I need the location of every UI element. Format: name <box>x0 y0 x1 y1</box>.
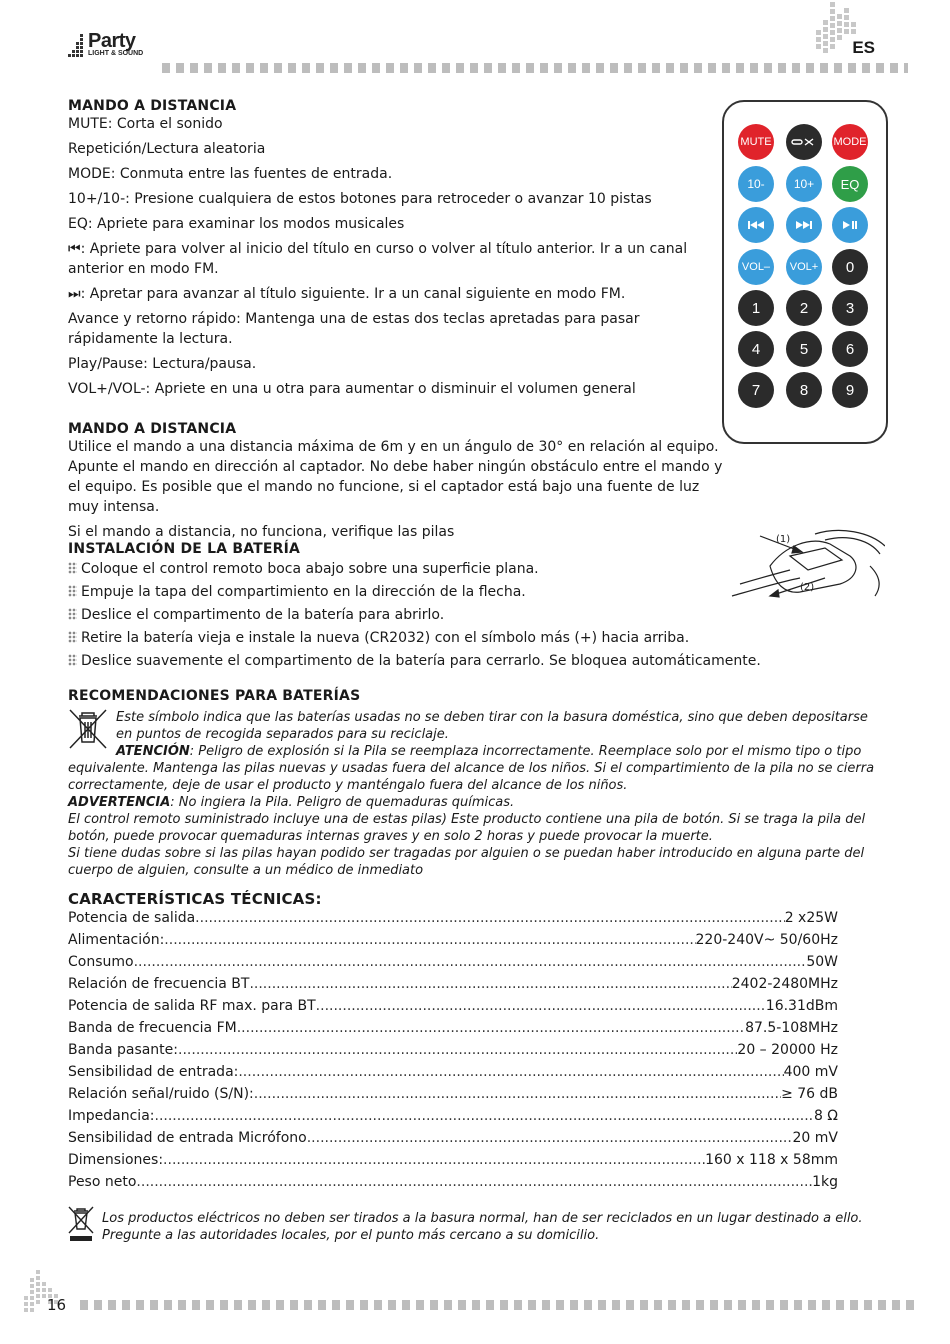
text-line: 10+/10-: Presione cualquiera de estos botones para retroceder o avanzar 10 pistas <box>68 191 652 207</box>
list-item-text: Coloque el control remoto boca abajo sobre una superficie plana. <box>81 561 539 577</box>
dot-leader <box>249 973 731 995</box>
figure-label-2: (2) <box>800 582 815 593</box>
spec-label: Peso neto <box>68 1174 137 1190</box>
spec-value: 400 mV <box>783 1064 838 1080</box>
digit-8-button: 8 <box>786 372 822 408</box>
text-line: MODE: Conmuta entre las fuentes de entrada. <box>68 166 393 182</box>
paragraph: Si el mando a distancia, no funciona, verifique las pilas <box>68 524 455 540</box>
spec-row <box>68 973 838 995</box>
spec-label: Banda pasante: <box>68 1042 179 1058</box>
warning-paragraph <box>68 743 888 794</box>
digit-5-button: 5 <box>786 331 822 367</box>
list-item <box>68 651 848 671</box>
spec-value: 2402-2480MHz <box>731 976 838 992</box>
text-line: MUTE: Corta el sonido <box>68 116 223 132</box>
next-icon <box>786 207 822 243</box>
text-line: ⏮: Apriete para volver al inicio del título en curso o volver al título anterior. Ir a un canal anterior en modo FM. <box>68 241 688 277</box>
spec-label: Impedancia: <box>68 1108 155 1124</box>
spec-row <box>68 951 838 973</box>
list-item <box>68 628 848 648</box>
spec-value: 50W <box>806 954 838 970</box>
text-line: Avance y retorno rápido: Mantenga una de estas dos teclas apretadas para pasar rápidamente la lectura. <box>68 311 640 347</box>
advertencia-paragraph <box>68 794 888 811</box>
dot-leader <box>163 1149 705 1171</box>
list-item-text: Deslice el compartimento de la batería para abrirlo. <box>81 607 445 623</box>
brand-logo <box>68 26 168 62</box>
list-item-text: Deslice suavemente el compartimento de la batería para cerrarlo. Se bloquea automáticamente. <box>81 653 761 669</box>
paragraph: Utilice el mando a una distancia máxima de 6m y en un ángulo de 30° en relación al equipo. Apunte el mando en dirección al captador. No debe haber ningún obstáculo entre el mando y el equipo. Es posible que el mando no funcione, si el captador está bajo una fuente de luz muy intensa. <box>68 439 723 515</box>
brand-name: Party <box>88 30 136 52</box>
dot-leader <box>254 1083 781 1105</box>
eq-button: EQ <box>832 166 868 202</box>
bullet-icon <box>68 631 77 643</box>
section-title: MANDO A DISTANCIA <box>68 98 237 114</box>
spec-label: Sensibilidad de entrada Micrófono <box>68 1130 307 1146</box>
spec-value: 20 – 20000 Hz <box>737 1042 838 1058</box>
spec-label: Potencia de salida <box>68 910 196 926</box>
spec-value: 20 mV <box>792 1130 838 1146</box>
section-recomendaciones <box>68 688 888 704</box>
repeat-shuffle-icon <box>786 124 822 160</box>
bullet-icon <box>68 562 77 574</box>
vol-plus-button: VOL+ <box>786 249 822 285</box>
vol-minus-button: VOL– <box>738 249 774 285</box>
text-line: EQ: Apriete para examinar los modos musicales <box>68 216 405 232</box>
ten-minus-button: 10- <box>738 166 774 202</box>
list-item-text: Retire la batería vieja e instale la nueva (CR2032) con el símbolo más (+) hacia arriba. <box>81 630 690 646</box>
spec-label: Banda de frecuencia FM <box>68 1020 237 1036</box>
spec-row <box>68 1061 838 1083</box>
equalizer-logo-icon <box>68 26 86 60</box>
dot-leader <box>238 1061 783 1083</box>
spec-label: Alimentación: <box>68 932 165 948</box>
dot-leader <box>134 951 807 973</box>
section-mando1 <box>68 98 718 399</box>
dot-leader <box>237 1017 745 1039</box>
language-tag: ES <box>852 38 875 57</box>
text-line: Repetición/Lectura aleatoria <box>68 141 266 157</box>
digit-1-button: 1 <box>738 290 774 326</box>
dot-leader <box>195 907 785 929</box>
bullet-icon <box>68 585 77 597</box>
dot-leader <box>307 1127 793 1149</box>
ten-plus-button: 10+ <box>786 166 822 202</box>
spec-label: Potencia de salida RF max. para BT <box>68 998 316 1014</box>
header-divider <box>162 63 908 73</box>
dot-leader <box>155 1105 814 1127</box>
section-title: MANDO A DISTANCIA <box>68 421 237 437</box>
spec-label: Dimensiones: <box>68 1152 164 1168</box>
text-line: ⏭: Apretar para avanzar al título siguiente. Ir a un canal siguiente en modo FM. <box>68 286 626 302</box>
text-line: Play/Pause: Lectura/pausa. <box>68 356 257 372</box>
previous-icon <box>738 207 774 243</box>
advertencia-label: ADVERTENCIA <box>68 795 171 810</box>
dot-leader <box>178 1039 737 1061</box>
spec-row <box>68 907 838 929</box>
spec-row <box>68 1039 838 1061</box>
spec-value: 87.5-108MHz <box>745 1020 838 1036</box>
spec-row <box>68 1017 838 1039</box>
mute-button: MUTE <box>738 124 774 160</box>
digit-2-button: 2 <box>786 290 822 326</box>
dot-leader <box>316 995 766 1017</box>
mode-button: MODE <box>832 124 868 160</box>
spec-label: Relación de frecuencia BT <box>68 976 250 992</box>
spec-value: 160 x 118 x 58mm <box>705 1152 838 1168</box>
list-item <box>68 605 848 625</box>
spec-row <box>68 929 838 951</box>
weee-note: Los productos eléctricos no deben ser tirados a la basura normal, han de ser reciclados en un lugar destinado a ello. Pregunte a las autoridades locales, por el punto más cercano a su domicilio. <box>102 1211 863 1243</box>
weee-bin-icon <box>66 1205 96 1243</box>
digit-3-button: 3 <box>832 290 868 326</box>
spec-value: 1kg <box>812 1174 838 1190</box>
spec-label: Relación señal/ruido (S/N): <box>68 1086 254 1102</box>
advertencia-text: : No ingiera la Pila. Peligro de quemaduras químicas. <box>170 795 515 810</box>
bullet-icon <box>68 608 77 620</box>
digit-7-button: 7 <box>738 372 774 408</box>
recycling-note: Este símbolo indica que las baterías usadas no se deben tirar con la basura doméstica, sino que deben depositarse en puntos de recogida separados para su reciclaje. <box>116 710 868 742</box>
spec-row <box>68 995 838 1017</box>
spec-value: 8 Ω <box>813 1108 838 1124</box>
ingestion-paragraph: Si tiene dudas sobre si las pilas hayan podido ser tragadas por alguien o se puedan haber introducido en alguna parte del cuerpo de alguien, consulte a un médico de inmediato <box>68 846 865 878</box>
remote-control-illustration <box>722 100 888 444</box>
list-item-text: Empuje la tapa del compartimiento en la dirección de la flecha. <box>81 584 526 600</box>
atencion-label: ATENCIÓN <box>116 744 190 759</box>
spec-value: 220-240V~ 50/60Hz <box>695 932 838 948</box>
spec-value: 16.31dBm <box>765 998 838 1014</box>
spec-label: Sensibilidad de entrada: <box>68 1064 239 1080</box>
figure-label-1: (1) <box>776 534 791 545</box>
digit-6-button: 6 <box>832 331 868 367</box>
brand-subtitle: LIGHT & SOUND <box>88 50 144 57</box>
battery-compartment-figure <box>730 526 885 606</box>
footer-divider <box>80 1300 920 1310</box>
digit-0-button: 0 <box>832 249 868 285</box>
spec-value: 2 x25W <box>784 910 838 926</box>
spec-row <box>68 1149 838 1171</box>
spec-row <box>68 1083 838 1105</box>
section-mando2 <box>68 421 868 542</box>
dot-leader <box>164 929 695 951</box>
spec-row <box>68 1171 838 1193</box>
digit-4-button: 4 <box>738 331 774 367</box>
spec-row <box>68 1105 838 1127</box>
battery-drawer-icon <box>730 526 885 606</box>
atencion-text: : Peligro de explosión si la Pila se reemplaza incorrectamente. Reemplace solo por el mismo tipo o tipo equivalente. Mantenga las pilas nuevas y usadas fuera del alcance de los niños. Si el compartimiento de la pila no se cierra correctamente, deje de usar el producto y manténgalo fuera del alcance de los niños. <box>68 744 875 793</box>
page-number: 16 <box>47 1296 67 1314</box>
bullet-icon <box>68 654 77 666</box>
specs-title-wrap <box>68 890 322 908</box>
digit-9-button: 9 <box>832 372 868 408</box>
section-title: INSTALACIÓN DE LA BATERÍA <box>68 541 301 557</box>
text-line: VOL+/VOL-: Apriete en una u otra para aumentar o disminuir el volumen general <box>68 381 636 397</box>
section-title: RECOMENDACIONES PARA BATERÍAS <box>68 688 361 704</box>
button-cell-paragraph: El control remoto suministrado incluye una de estas pilas) Este producto contiene una pila de botón. Si se traga la pila del botón, puede provocar quemaduras internas graves y en solo 2 horas y puede provocar la muerte. <box>68 812 866 844</box>
specs-table <box>68 907 838 1193</box>
spec-label: Consumo <box>68 954 134 970</box>
section-title: CARACTERÍSTICAS TÉCNICAS: <box>68 890 322 908</box>
dot-leader <box>136 1171 812 1193</box>
play-pause-icon <box>832 207 868 243</box>
spec-row <box>68 1127 838 1149</box>
spec-value: ≥ 76 dB <box>781 1086 838 1102</box>
